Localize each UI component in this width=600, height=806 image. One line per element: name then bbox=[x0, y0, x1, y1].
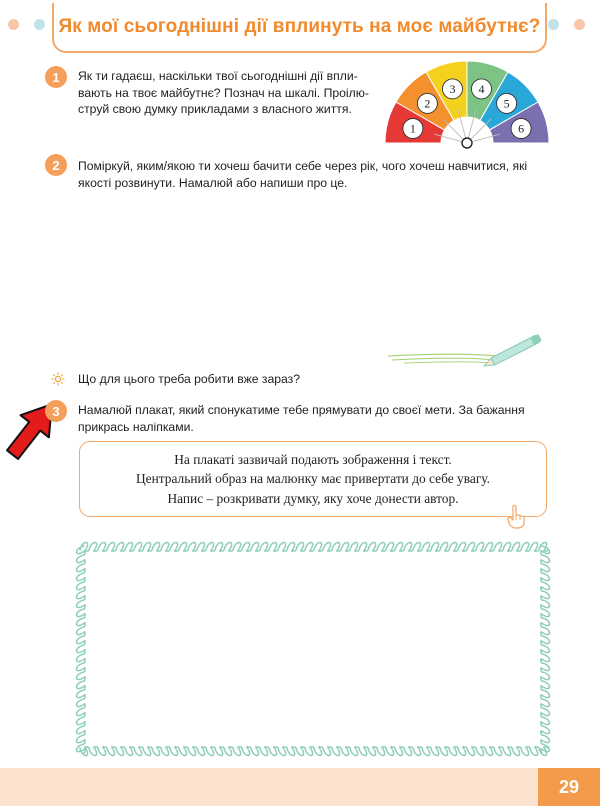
title-box bbox=[52, 3, 547, 53]
info-line: Центральний образ на малюнку має привертати до себе увагу. bbox=[135, 471, 491, 487]
frame-edge bbox=[80, 747, 548, 756]
info-box bbox=[79, 441, 547, 517]
sun-icon bbox=[51, 372, 65, 386]
task-2-text bbox=[78, 158, 558, 191]
pen-icon bbox=[386, 332, 548, 372]
page-number: 29 bbox=[538, 768, 600, 806]
scale-label: 4 bbox=[478, 82, 485, 97]
scale-label: 1 bbox=[409, 121, 416, 136]
decorative-dots-right bbox=[548, 19, 585, 33]
scale-pivot bbox=[462, 138, 472, 148]
scale-label: 5 bbox=[503, 96, 510, 111]
task-3-line: Намалюй плакат, який спонукатиме тебе прямувати до своєї мети. За бажання bbox=[78, 403, 525, 417]
poster-frame bbox=[70, 536, 556, 762]
task-2-line: якості розвинути. Намалюй або напиши про це. bbox=[78, 175, 348, 190]
task-1-text bbox=[78, 68, 383, 118]
page-title: Як мої сьогоднішні дії вплинуть на моє майбутнє? bbox=[58, 16, 541, 37]
scale-label: 3 bbox=[449, 82, 456, 97]
task-3-line: прикрась наліпками. bbox=[78, 419, 194, 434]
pointing-hand-icon bbox=[505, 503, 527, 529]
task-number-1: 1 bbox=[45, 66, 67, 88]
footer-bar bbox=[0, 768, 600, 806]
info-line: На плакаті зазвичай подають зображення і текст. bbox=[174, 451, 452, 467]
task-number-2: 2 bbox=[45, 154, 67, 176]
frame-edge bbox=[80, 543, 548, 552]
rating-scale bbox=[383, 57, 553, 152]
frame-edge bbox=[541, 546, 550, 753]
task-1-line: Як ти гадаєш, наскільки твої сьогоднішні дії впли- bbox=[78, 69, 358, 83]
scale-label: 6 bbox=[518, 121, 525, 136]
frame-edge bbox=[77, 546, 86, 753]
scale-label: 2 bbox=[424, 96, 431, 111]
task-number-3: 3 bbox=[45, 400, 67, 422]
prompt-text: Що для цього треба робити вже зараз? bbox=[78, 372, 301, 386]
task-1-line: вають на твоє майбутнє? Познач на шкалі. Проілю- bbox=[78, 85, 369, 100]
task-3-text bbox=[78, 402, 558, 435]
task-2-line: Поміркуй, яким/якою ти хочеш бачити себе через рік, чого хочеш навчитися, які bbox=[78, 159, 528, 173]
task-1-line: струй свою думку прикладами з власного життя. bbox=[78, 102, 352, 116]
info-line: Напис – розкривати думку, яку хоче донести автор. bbox=[167, 490, 459, 506]
